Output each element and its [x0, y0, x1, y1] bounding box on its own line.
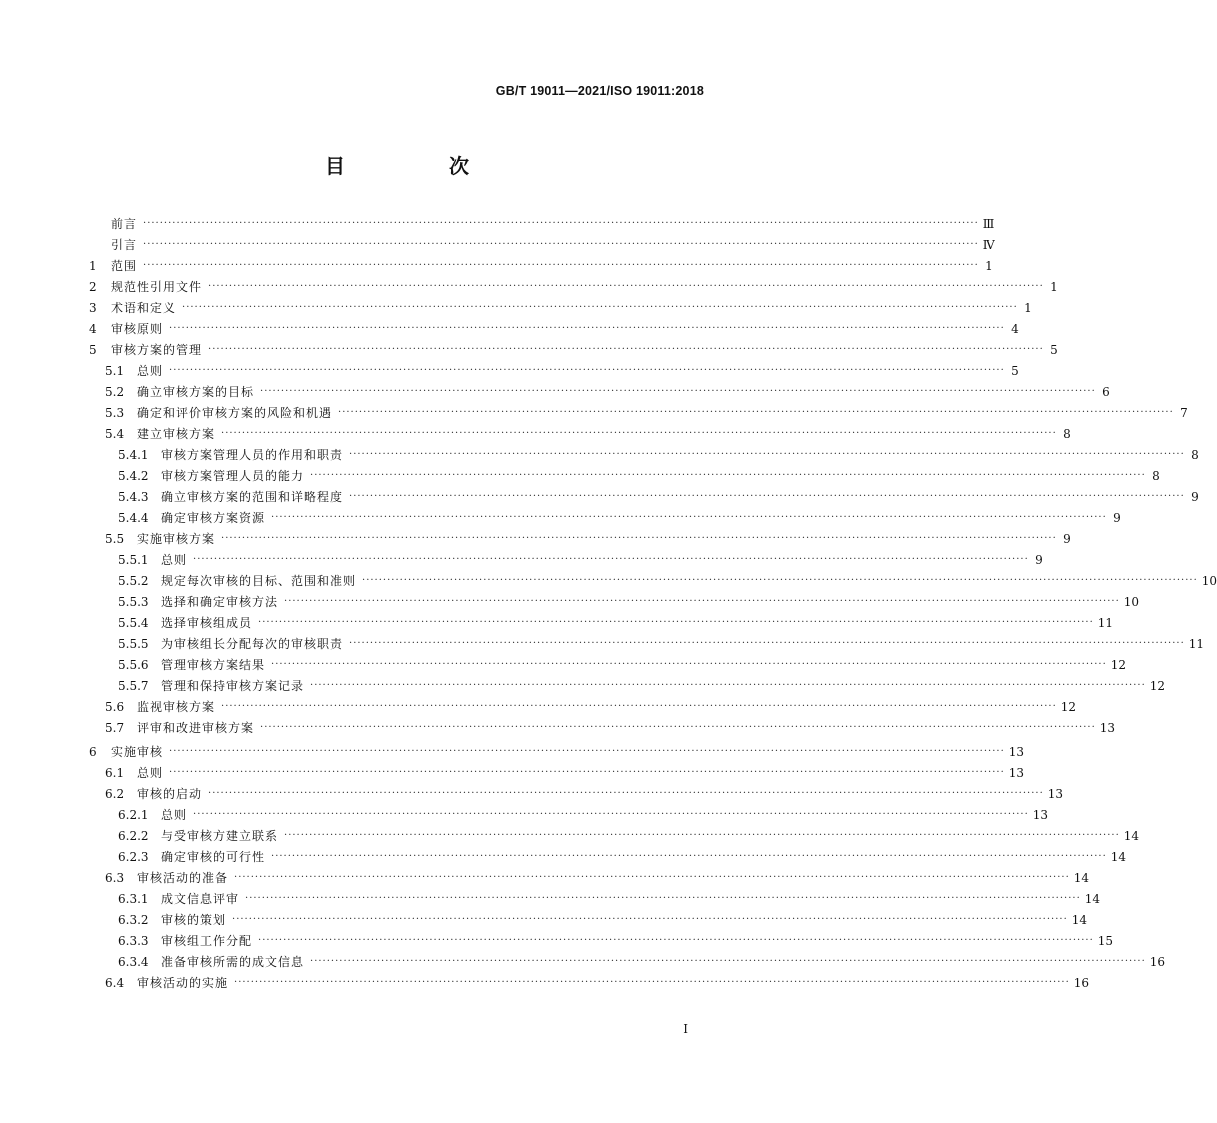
toc-entry-label: 确立审核方案的目标 [137, 385, 255, 399]
toc-leader-dots: ········································································································································································································ [221, 532, 1057, 544]
toc-leader-dots: ········································································································································································································ [271, 511, 1107, 523]
toc-leader-dots: ········································································································································································································ [182, 301, 1018, 313]
toc-entry-number: 5.4.1 [118, 447, 149, 462]
toc-leader-dots: ········································································································································································································ [284, 595, 1120, 607]
toc-entry-number: 6.3.1 [118, 891, 149, 906]
toc-entry[interactable] [89, 633, 1205, 654]
toc-leader-dots: ········································································································································································································ [234, 871, 1070, 883]
toc-leader-dots: ········································································································································································································ [245, 892, 1081, 904]
toc-entry-number: 3 [89, 300, 97, 315]
toc-entry[interactable] [89, 762, 1025, 783]
toc-leader-dots: ········································································································································································································ [221, 700, 1057, 712]
toc-leader-dots: ········································································································································································································ [260, 385, 1096, 397]
toc-entry[interactable] [89, 804, 1049, 825]
toc-entry[interactable] [89, 867, 1090, 888]
toc-entry-label: 评审和改进审核方案 [137, 721, 255, 735]
toc-entry[interactable] [89, 783, 1064, 804]
toc-entry-page: 10 [1123, 594, 1140, 609]
toc-entry-number: 5.5.1 [118, 552, 149, 567]
toc-entry-label: 范围 [111, 259, 138, 273]
toc-leader-dots: ········································································································································································································ [349, 448, 1185, 460]
toc-entry[interactable] [89, 507, 1121, 528]
toc-entry[interactable] [89, 591, 1140, 612]
toc-leader-dots: ········································································································································································································ [193, 808, 1029, 820]
toc-entry-number: 6.2.3 [118, 849, 149, 864]
toc-entry-number: 6.3.3 [118, 933, 149, 948]
toc-leader-dots: ········································································································································································································ [169, 745, 1005, 757]
toc-entry[interactable] [89, 276, 1058, 297]
toc-entry-page: 12 [1060, 699, 1077, 714]
toc-entry-number: 6 [89, 744, 97, 759]
toc-leader-dots: ········································································································································································································ [310, 679, 1146, 691]
toc-entry-number: 5.5.6 [118, 657, 149, 672]
toc-entry-label: 准备审核所需的成文信息 [161, 955, 305, 969]
toc-entry-page: 14 [1073, 870, 1090, 885]
toc-entry-number: 6.3.2 [118, 912, 149, 927]
toc-leader-dots: ········································································································································································································ [169, 766, 1005, 778]
toc-leader-dots: ········································································································································································································ [310, 955, 1146, 967]
toc-entry[interactable] [89, 612, 1114, 633]
toc-entry-label: 管理和保持审核方案记录 [161, 679, 305, 693]
toc-entry-page: 11 [1097, 615, 1114, 630]
toc-entry-label: 引言 [111, 238, 138, 252]
toc-leader-dots: ········································································································································································································ [310, 469, 1146, 481]
toc-entry-number: 6.3 [105, 870, 125, 885]
toc-entry-page: 13 [1032, 807, 1049, 822]
toc-entry-number: 5.3 [105, 405, 125, 420]
toc-entry[interactable] [89, 213, 995, 234]
toc-entry[interactable] [89, 444, 1199, 465]
toc-entry-label: 监视审核方案 [137, 700, 216, 714]
toc-entry-label: 总则 [161, 553, 188, 567]
toc-entry-label: 总则 [137, 364, 164, 378]
toc-entry-number: 6.2.2 [118, 828, 149, 843]
toc-entry-page: 5 [1050, 342, 1058, 357]
toc-entry[interactable] [89, 549, 1043, 570]
toc-leader-dots: ········································································································································································································ [143, 238, 979, 250]
toc-leader-dots: ········································································································································································································ [258, 934, 1094, 946]
toc-entry-page: 16 [1149, 954, 1166, 969]
toc-entry-label: 总则 [161, 808, 188, 822]
table-of-contents [89, 213, 1217, 993]
toc-entry-page: 9 [1191, 489, 1199, 504]
toc-leader-dots: ········································································································································································································ [208, 280, 1044, 292]
toc-entry-page: 1 [1024, 300, 1032, 315]
toc-entry-page: 6 [1102, 384, 1110, 399]
toc-entry-label: 实施审核方案 [137, 532, 216, 546]
toc-entry-number: 5.4.2 [118, 468, 149, 483]
toc-entry-label: 审核组工作分配 [161, 934, 253, 948]
toc-entry-number: 5 [89, 342, 97, 357]
page-number: I [683, 1022, 688, 1036]
toc-entry-number: 6.1 [105, 765, 125, 780]
toc-entry-number: 4 [89, 321, 97, 336]
toc-entry-number: 5.5.7 [118, 678, 149, 693]
toc-entry-label: 审核的策划 [161, 913, 227, 927]
toc-entry[interactable] [89, 339, 1058, 360]
toc-entry-page: Ⅳ [982, 237, 995, 252]
toc-entry-page: 11 [1188, 636, 1205, 651]
toc-entry[interactable] [89, 297, 1032, 318]
toc-entry-label: 总则 [137, 766, 164, 780]
toc-leader-dots: ········································································································································································································ [362, 574, 1198, 586]
toc-entry-label: 审核的启动 [137, 787, 203, 801]
toc-entry[interactable] [89, 486, 1199, 507]
toc-entry-page: 1 [985, 258, 993, 273]
toc-entry-number: 5.1 [105, 363, 125, 378]
toc-entry-page: 7 [1180, 405, 1188, 420]
toc-entry-number: 5.4.4 [118, 510, 149, 525]
toc-entry-page: 10 [1201, 573, 1217, 588]
toc-leader-dots: ········································································································································································································ [169, 322, 1005, 334]
toc-entry[interactable] [89, 234, 995, 255]
toc-leader-dots: ········································································································································································································ [349, 490, 1185, 502]
toc-entry-number: 5.2 [105, 384, 125, 399]
toc-entry[interactable] [89, 360, 1019, 381]
toc-entry-label: 审核原则 [111, 322, 164, 336]
toc-leader-dots: ········································································································································································································ [208, 343, 1044, 355]
toc-entry-number: 5.4 [105, 426, 125, 441]
toc-entry-number: 1 [89, 258, 97, 273]
toc-entry-label: 与受审核方建立联系 [161, 829, 279, 843]
toc-entry-page: 13 [1008, 765, 1025, 780]
toc-entry-number: 6.4 [105, 975, 125, 990]
toc-entry-page: 14 [1110, 849, 1127, 864]
toc-entry-page: 14 [1084, 891, 1101, 906]
toc-entry[interactable] [89, 717, 1116, 738]
toc-entry-number: 6.3.4 [118, 954, 149, 969]
toc-entry[interactable] [89, 570, 1217, 591]
toc-entry[interactable] [89, 930, 1114, 951]
toc-leader-dots: ········································································································································································································ [260, 721, 1096, 733]
toc-entry-page: 8 [1191, 447, 1199, 462]
toc-entry-page: 13 [1047, 786, 1064, 801]
toc-entry-page: 9 [1035, 552, 1043, 567]
toc-entry-page: 5 [1011, 363, 1019, 378]
toc-entry-page: 4 [1011, 321, 1019, 336]
toc-entry-page: 8 [1063, 426, 1071, 441]
toc-entry[interactable] [89, 846, 1127, 867]
toc-entry-number: 5.5.2 [118, 573, 149, 588]
toc-entry-page: 12 [1110, 657, 1127, 672]
toc-leader-dots: ········································································································································································································ [338, 406, 1174, 418]
toc-entry-label: 术语和定义 [111, 301, 177, 315]
toc-entry-number: 5.5.4 [118, 615, 149, 630]
toc-entry-number: 6.2 [105, 786, 125, 801]
toc-entry-page: 14 [1071, 912, 1088, 927]
toc-entry-page: 12 [1149, 678, 1166, 693]
toc-entry-page: 14 [1123, 828, 1140, 843]
toc-entry-label: 实施审核 [111, 745, 164, 759]
toc-leader-dots: ········································································································································································································ [193, 553, 1029, 565]
toc-leader-dots: ········································································································································································································ [349, 637, 1185, 649]
toc-entry-label: 确定审核的可行性 [161, 850, 266, 864]
toc-entry[interactable] [89, 696, 1077, 717]
toc-entry[interactable] [89, 972, 1090, 993]
page-title: 目 次 [325, 154, 511, 178]
toc-leader-dots: ········································································································································································································ [284, 829, 1120, 841]
toc-entry-page: 13 [1008, 744, 1025, 759]
toc-entry-page: 1 [1050, 279, 1058, 294]
toc-entry-label: 建立审核方案 [137, 427, 216, 441]
toc-leader-dots: ········································································································································································································ [258, 616, 1094, 628]
toc-leader-dots: ········································································································································································································ [143, 217, 979, 229]
toc-entry-page: 13 [1099, 720, 1116, 735]
toc-entry[interactable] [89, 654, 1127, 675]
toc-entry-number: 5.5 [105, 531, 125, 546]
toc-entry-page: 16 [1073, 975, 1090, 990]
toc-leader-dots: ········································································································································································································ [232, 913, 1068, 925]
toc-entry-label: 审核方案的管理 [111, 343, 203, 357]
toc-entry-label: 审核活动的实施 [137, 976, 229, 990]
toc-entry[interactable] [89, 825, 1140, 846]
toc-entry-label: 选择审核组成员 [161, 616, 253, 630]
toc-entry[interactable] [89, 255, 993, 276]
toc-entry-label: 审核方案管理人员的作用和职责 [161, 448, 344, 462]
toc-entry-label: 规定每次审核的目标、范围和准则 [161, 574, 357, 588]
toc-entry-page: 15 [1097, 933, 1114, 948]
toc-entry[interactable] [89, 423, 1071, 444]
toc-entry-page: 9 [1113, 510, 1121, 525]
toc-entry-label: 审核活动的准备 [137, 871, 229, 885]
toc-entry-label: 确立审核方案的范围和详略程度 [161, 490, 344, 504]
toc-entry[interactable] [89, 402, 1188, 423]
toc-entry-label: 审核方案管理人员的能力 [161, 469, 305, 483]
toc-entry-page: 9 [1063, 531, 1071, 546]
standard-code: GB/T 19011—2021/ISO 19011:2018 [495, 84, 704, 98]
toc-entry[interactable] [89, 381, 1110, 402]
toc-entry[interactable] [89, 951, 1166, 972]
toc-entry-page: 8 [1152, 468, 1160, 483]
toc-leader-dots: ········································································································································································································ [271, 850, 1107, 862]
toc-entry-label: 规范性引用文件 [111, 280, 203, 294]
toc-leader-dots: ········································································································································································································ [169, 364, 1005, 376]
toc-entry-label: 为审核组长分配每次的审核职责 [161, 637, 344, 651]
toc-entry[interactable] [89, 528, 1071, 549]
toc-entry[interactable] [89, 675, 1166, 696]
toc-entry[interactable] [89, 465, 1160, 486]
toc-entry[interactable] [89, 741, 1025, 762]
toc-entry-label: 确定审核方案资源 [161, 511, 266, 525]
toc-entry-label: 前言 [111, 217, 138, 231]
toc-entry-number: 5.5.5 [118, 636, 149, 651]
toc-entry[interactable] [89, 318, 1019, 339]
toc-entry-label: 管理审核方案结果 [161, 658, 266, 672]
toc-leader-dots: ········································································································································································································ [143, 259, 979, 271]
toc-entry[interactable] [89, 909, 1088, 930]
toc-entry-number: 5.4.3 [118, 489, 149, 504]
toc-entry-number: 2 [89, 279, 97, 294]
toc-entry-number: 5.5.3 [118, 594, 149, 609]
toc-entry-number: 5.7 [105, 720, 125, 735]
toc-leader-dots: ········································································································································································································ [221, 427, 1057, 439]
toc-entry-number: 6.2.1 [118, 807, 149, 822]
toc-entry[interactable] [89, 888, 1101, 909]
toc-leader-dots: ········································································································································································································ [234, 976, 1070, 988]
toc-entry-label: 选择和确定审核方法 [161, 595, 279, 609]
toc-leader-dots: ········································································································································································································ [271, 658, 1107, 670]
toc-entry-number: 5.6 [105, 699, 125, 714]
toc-leader-dots: ········································································································································································································ [208, 787, 1044, 799]
toc-entry-page: Ⅲ [982, 216, 995, 231]
toc-entry-label: 确定和评价审核方案的风险和机遇 [137, 406, 333, 420]
toc-entry-label: 成文信息评审 [161, 892, 240, 906]
